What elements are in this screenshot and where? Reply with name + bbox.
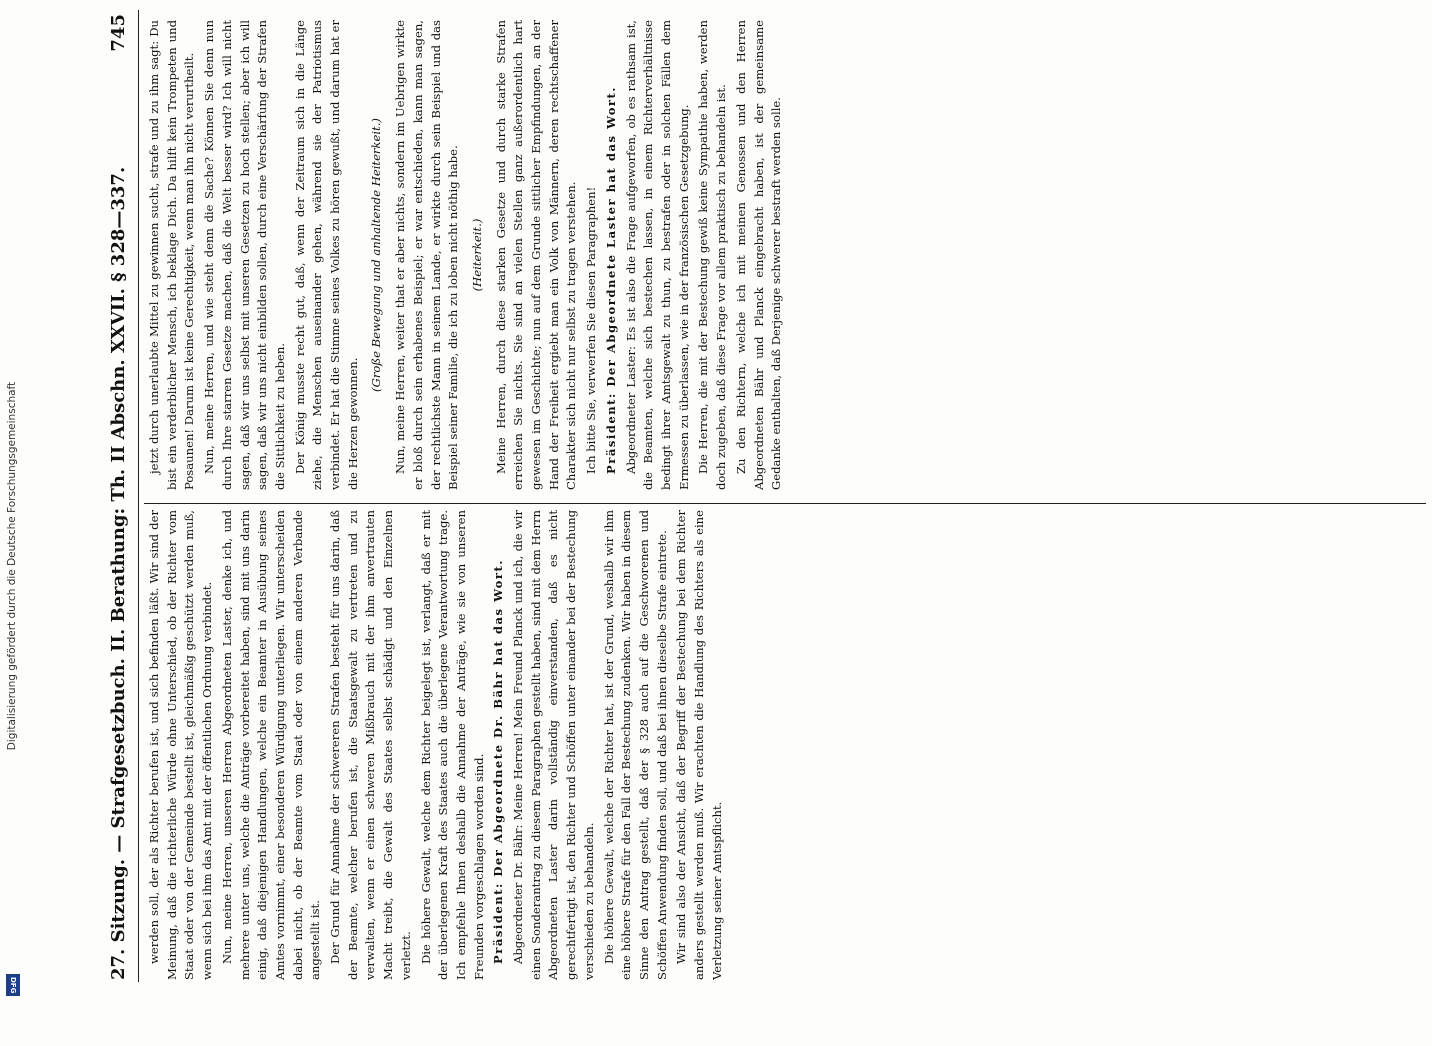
interjection: (Heiterkeit.) bbox=[469, 218, 484, 292]
paragraph: Wir sind also der Ansicht, daß der Begriff der Bestechung bei dem Richter anders gestellt werden muß. Wir erachten die Handlung des Richters als eine Verletzung seiner Amtspflicht. bbox=[674, 510, 724, 980]
credit-text: Digitalisierung gefördert durch die Deutsche Forschungsgemeinschaft bbox=[6, 381, 18, 751]
column-divider bbox=[144, 503, 1426, 504]
paragraph: Die höhere Gewalt, welche dem Richter beigelegt ist, verlangt, daß er mit der überlegenen Kraft des Staates auch die überlegene Verantwortung trage. Ich empfehle Ihnen deshalb die Annahme der Anträge, wie sie von unseren Freunden vorgeschlagen worden sind. bbox=[418, 510, 486, 980]
page-number: 745 bbox=[108, 14, 129, 52]
paragraph: werden soll, der als Richter berufen ist, und sich befinden läßt. Wir sind der Meinung, daß die richterliche Würde ohne Unterschied, ob der Richter vom Staat oder von der Gemeinde bestellt ist, gleichmäßig geschützt werden muß, wenn sich bei ihm das Amt mit der öffentlichen Ordnung verbindet. bbox=[147, 510, 215, 980]
paragraph: Nun, meine Herren, unseren Herren Abgeordneten Laster, denke ich, und mehrere unter uns, welche die Anträge vorbereitet haben, sind mit uns darin einig, daß diejenigen Handlungen, welche ein Beamter in Ausübung seines Amtes vornimmt, einer besonderen Würdigung unterliegen. Wir unterscheiden dabei nicht, ob der Beamte vom Staat oder von einem anderen Verbande angestellt ist. bbox=[219, 510, 323, 980]
running-title: 27. Sitzung. — Strafgesetzbuch. II. Berathung: Th. II Abschn. XXVII. § 328—337. bbox=[108, 166, 129, 980]
speaker-intro: Präsident: Der Abgeordnete Laster hat das Wort. bbox=[603, 86, 618, 474]
paragraph: Nun, meine Herren, und wie steht denn die Sache? Können Sie denn nun durch Ihre starren Gesetze machen, daß die Welt besser wird? Ich will nicht sagen, daß wir uns selbst mit unseren Gesetzen zu hoch stellen; aber ich will sagen, daß wir uns nicht einbilden sollen, durch eine Verschärfung der Strafen die Sittlichkeit zu heben. bbox=[202, 20, 287, 490]
paragraph: jetzt durch unerlaubte Mittel zu gewinnen sucht, strafe und zu ihm sagt: Du bist ein verderblicher Mensch, ich beklage Dich. Da hilft kein Trompeten und Posaunen! Darum ist keine Gerechtigkeit, wenn man ihn nicht verurtheilt. bbox=[147, 20, 197, 490]
paragraph: Der Grund für Annahme der schwereren Strafen besteht für uns darin, daß der Beamte, welcher berufen ist, die Staatsgewalt zu vertreten und zu verwalten, wenn er einen schweren Mißbrauch mit der ihm anvertrauten Macht treibt, die Gewalt des Staates selbst schädigt und den Einzelnen verletzt. bbox=[328, 510, 413, 980]
digitization-credit bbox=[2, 0, 24, 1000]
paragraph: Abgeordneter Dr. Bähr: Meine Herren! Mein Freund Planck und ich, die wir einen Sonderantrag zu diesem Paragraphen gestellt haben, sind mit dem Herrn Abgeordneten Laster darin vollständig einverstanden, daß es nicht gerechtfertigt ist, den Richter und Schöffen unter einander bei der Bestechung verschieden zu behandeln. bbox=[511, 510, 596, 980]
scanned-page bbox=[100, 0, 1432, 1000]
paragraph: Die Herren, die mit der Bestechung gewiß keine Sympathie haben, werden doch zugeben, daß diese Frage vor allem praktisch zu behandeln ist. bbox=[696, 20, 729, 490]
page-header bbox=[108, 10, 134, 980]
paragraph: Nun, meine Herren, weiter that er aber nichts, sondern im Uebrigen wirkte er bloß durch sein erhabenes Beispiel; er war entschieden, kann man sagen, der rechtlichste Mann in seinem Lande, er wirkte durch sein Beispiel und das Beispiel seiner Familie, die ich zu loben nicht nöthig habe. bbox=[393, 20, 461, 490]
paragraph: Zu den Richtern, welche ich mit meinen Genossen und den Herren Abgeordneten Bähr und Planck eingebracht haben, ist der gemeinsame Gedanke enthalten, daß Derjenige schwerer bestraft werden solle. bbox=[733, 20, 784, 490]
paragraph: Abgeordneter Laster: Es ist also die Frage aufgeworfen, ob es rathsam ist, die Beamten, welche sich bestechen lassen, in einem Richterverhältnisse bedingt ihrer Amtsgewalt zu thun, zu bestrafen oder in solchen Fällen dem Ermessen zu überlassen, wie in der französischen Gesetzgebung. bbox=[623, 20, 691, 490]
paragraph: Der König musste recht gut, daß, wenn der Zeitraum sich in die Länge ziehe, die Menschen auseinander gehen, während sie der Patriotismus verbindet. Er hat die Stimme seines Volkes zu hören gewußt, und darum hat er die Herzen gewonnen. bbox=[292, 20, 360, 490]
header-rule bbox=[138, 10, 139, 982]
text-column-right bbox=[146, 510, 1426, 980]
interjection: (Große Bewegung und anhaltende Heiterkeit.) bbox=[369, 118, 384, 392]
paragraph: Ich bitte Sie, verwerfen Sie diesen Paragraphen! bbox=[584, 186, 599, 474]
text-column-left bbox=[146, 20, 1426, 490]
paragraph: Die höhere Gewalt, welche der Richter hat, ist der Grund, weshalb wir ihm eine höhere Strafe für den Fall der Bestechung zudenken. Wir haben in diesem Sinne den Antrag gestellt, daß der § 328 auch auf die Geschworenen und Schöffen Anwendung finden soll, und daß bei ihnen dieselbe Strafe eintrete. bbox=[601, 510, 669, 980]
paragraph: Meine Herren, durch diese starken Gesetze und durch starke Strafen erreichen Sie nichts. Sie sind an vielen Stellen ganz außerordentlich hart gewesen im Geschichte; nun auf dem Grunde sittlicher Empfindungen, an der Hand der Freiheit ergiebt man ein Volk von Männern, deren rechtschaffener Charakter sich nicht nur selbst zu tragen verstehen. bbox=[493, 20, 579, 490]
dfg-logo: DFG bbox=[6, 974, 20, 996]
speaker-intro: Präsident: Der Abgeordnete Dr. Bähr hat das Wort. bbox=[491, 559, 506, 964]
